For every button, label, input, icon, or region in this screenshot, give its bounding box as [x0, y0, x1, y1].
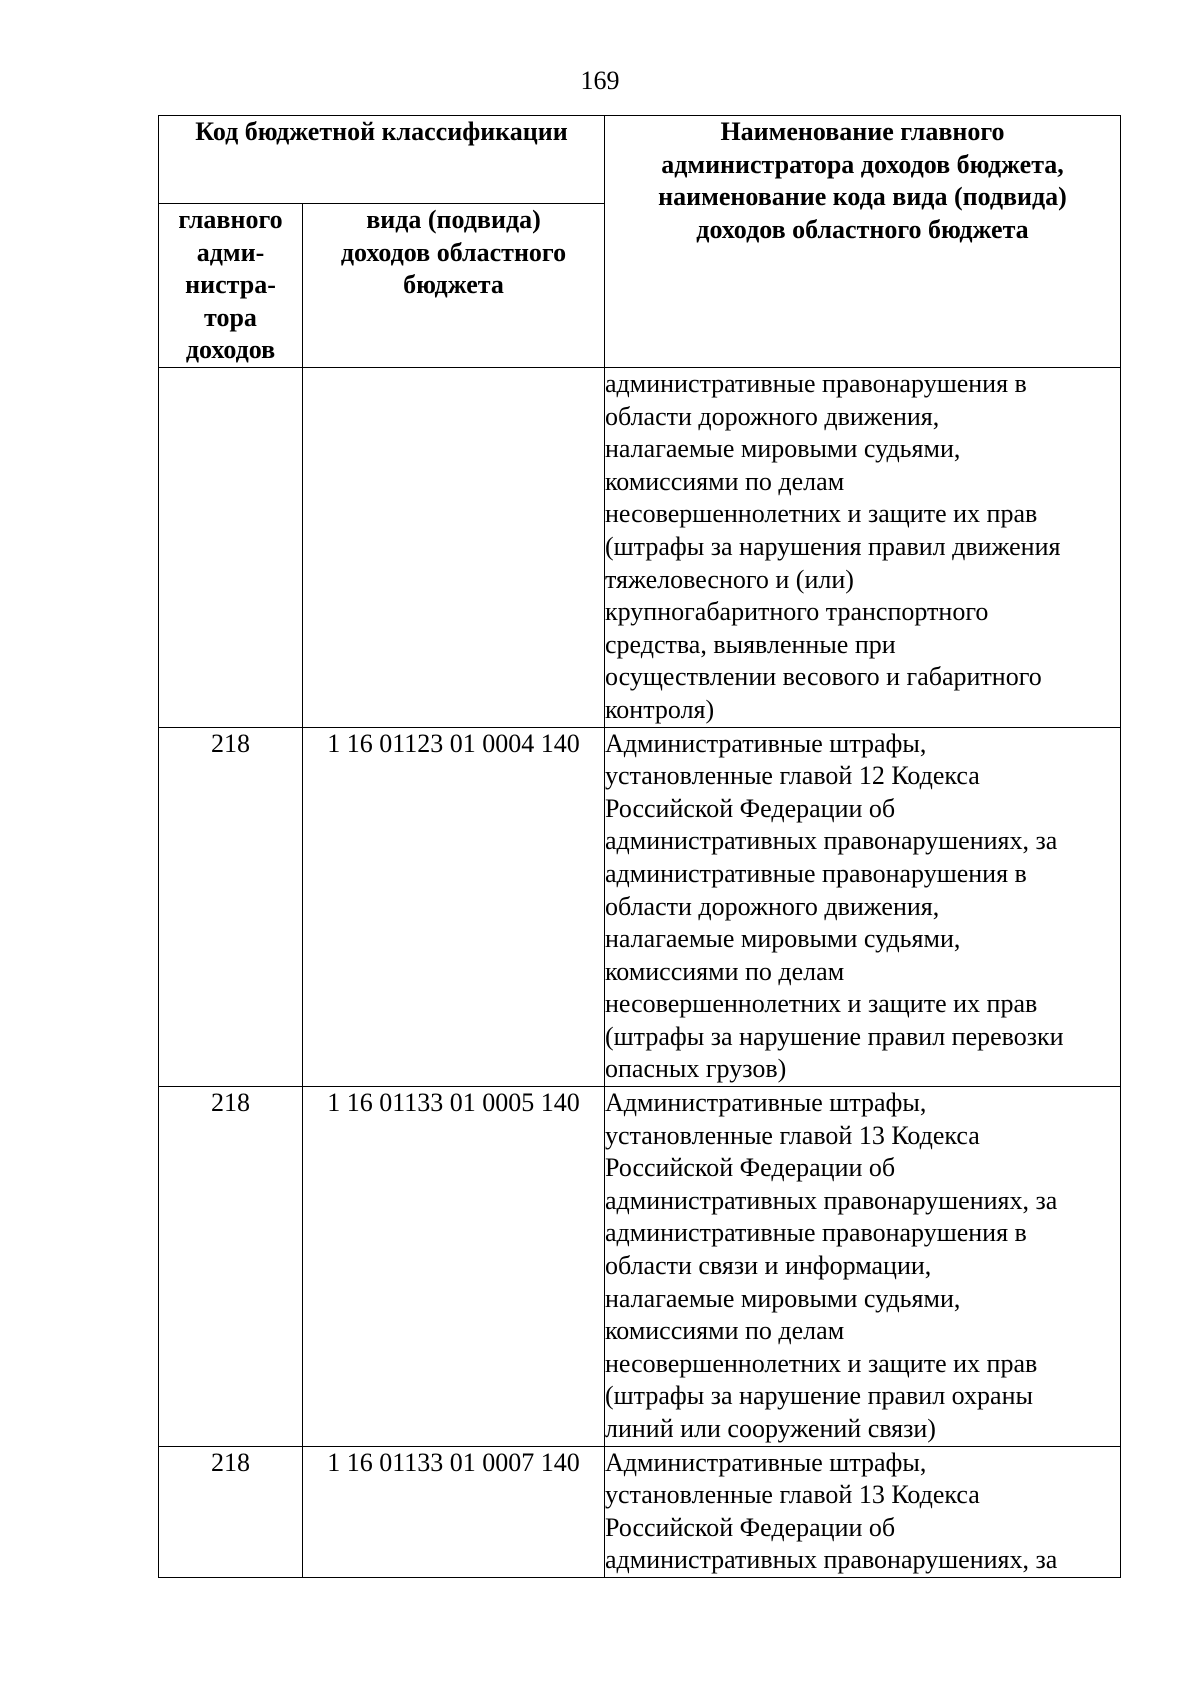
header-name: Наименование главного администратора доходов бюджета, наименование кода вида (подвида) доходов областного бюджета — [605, 116, 1121, 368]
header-admin-code: главного адми- нистра- тора доходов — [159, 204, 303, 368]
table-row — [159, 368, 1121, 728]
cell-code: 1 16 01123 01 0004 140 — [303, 727, 605, 1087]
cell-admin: 218 — [159, 727, 303, 1087]
cell-admin: 218 — [159, 1446, 303, 1577]
cell-name: административные правонарушения в области дорожного движения, налагаемые мировыми судьями, комиссиями по делам несовершеннолетних и защите их прав (штрафы за нарушения правил движения тяжеловесного и (или) крупногабаритного транспортного средства, выявленные при осуществлении весового и габаритного контроля) — [605, 368, 1121, 728]
header-group-budget-code: Код бюджетной классификации — [159, 116, 605, 204]
page-number: 169 — [580, 66, 620, 95]
cell-code: 1 16 01133 01 0007 140 — [303, 1446, 605, 1577]
table-row — [159, 727, 1121, 1087]
cell-code — [303, 368, 605, 728]
table-row — [159, 1087, 1121, 1447]
cell-name: Административные штрафы, установленные главой 13 Кодекса Российской Федерации об административных правонарушениях, за административные правонарушения в области связи и информации, налагаемые мировыми судьями, комиссиями по делам несовершеннолетних и защите их прав (штрафы за нарушение правил охраны линий или сооружений связи) — [605, 1087, 1121, 1447]
cell-name: Административные штрафы, установленные главой 12 Кодекса Российской Федерации об административных правонарушениях, за административные правонарушения в области дорожного движения, налагаемые мировыми судьями, комиссиями по делам несовершеннолетних и защите их прав (штрафы за нарушение правил перевозки опасных грузов) — [605, 727, 1121, 1087]
cell-code: 1 16 01133 01 0005 140 — [303, 1087, 605, 1447]
cell-admin: 218 — [159, 1087, 303, 1447]
budget-classification-table — [158, 115, 1121, 1578]
cell-name: Административные штрафы, установленные главой 13 Кодекса Российской Федерации об административных правонарушениях, за — [605, 1446, 1121, 1577]
header-income-code: вида (подвида) доходов областного бюджета — [303, 204, 605, 368]
cell-admin — [159, 368, 303, 728]
table-row — [159, 1446, 1121, 1577]
